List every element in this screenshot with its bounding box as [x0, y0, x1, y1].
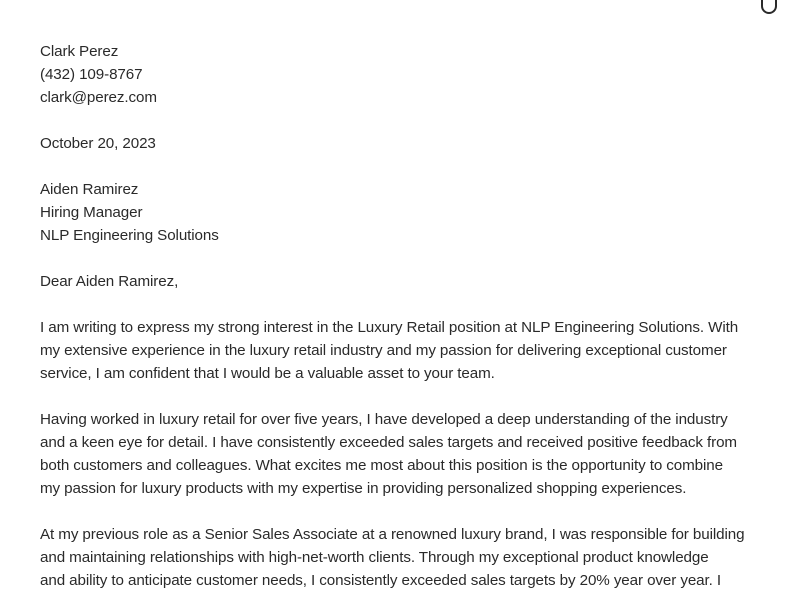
attachment-icon[interactable] [761, 0, 777, 14]
recipient-block [40, 178, 770, 247]
salutation: Dear Aiden Ramirez, [40, 273, 179, 290]
sender-email: clark@perez.com [40, 89, 157, 106]
sender-phone: (432) 109-8767 [40, 66, 143, 83]
paragraph-line: and a keen eye for detail. I have consistently exceeded sales targets and received positive feedback from [40, 434, 737, 451]
date-block [40, 132, 770, 155]
cover-letter [40, 40, 770, 615]
recipient-title: Hiring Manager [40, 204, 143, 221]
paragraph-line: and maintaining relationships with high-net-worth clients. Through my exceptional product knowledge [40, 549, 709, 566]
paragraph-1 [40, 316, 770, 385]
paragraph-line: both customers and colleagues. What excites me most about this position is the opportunity to combine [40, 457, 723, 474]
recipient-company: NLP Engineering Solutions [40, 227, 219, 244]
paragraph-3 [40, 523, 770, 592]
recipient-name: Aiden Ramirez [40, 181, 139, 198]
paragraph-line: my passion for luxury products with my expertise in providing personalized shopping experiences. [40, 480, 687, 497]
paragraph-line: I am writing to express my strong interest in the Luxury Retail position at NLP Engineering Solutions. With [40, 319, 739, 336]
letter-date: October 20, 2023 [40, 135, 156, 152]
sender-name: Clark Perez [40, 43, 119, 60]
paragraph-2 [40, 408, 770, 500]
paragraph-line: my extensive experience in the luxury retail industry and my passion for delivering exceptional customer [40, 342, 727, 359]
sender-block [40, 40, 770, 109]
paragraph-line: service, I am confident that I would be a valuable asset to your team. [40, 365, 495, 382]
salutation-block [40, 270, 770, 293]
paragraph-line: Having worked in luxury retail for over five years, I have developed a deep understanding of the industry [40, 411, 728, 428]
paragraph-line: and ability to anticipate customer needs, I consistently exceeded sales targets by 20% year over year. I [40, 572, 722, 589]
paragraph-line: At my previous role as a Senior Sales Associate at a renowned luxury brand, I was responsible for building [40, 526, 745, 543]
